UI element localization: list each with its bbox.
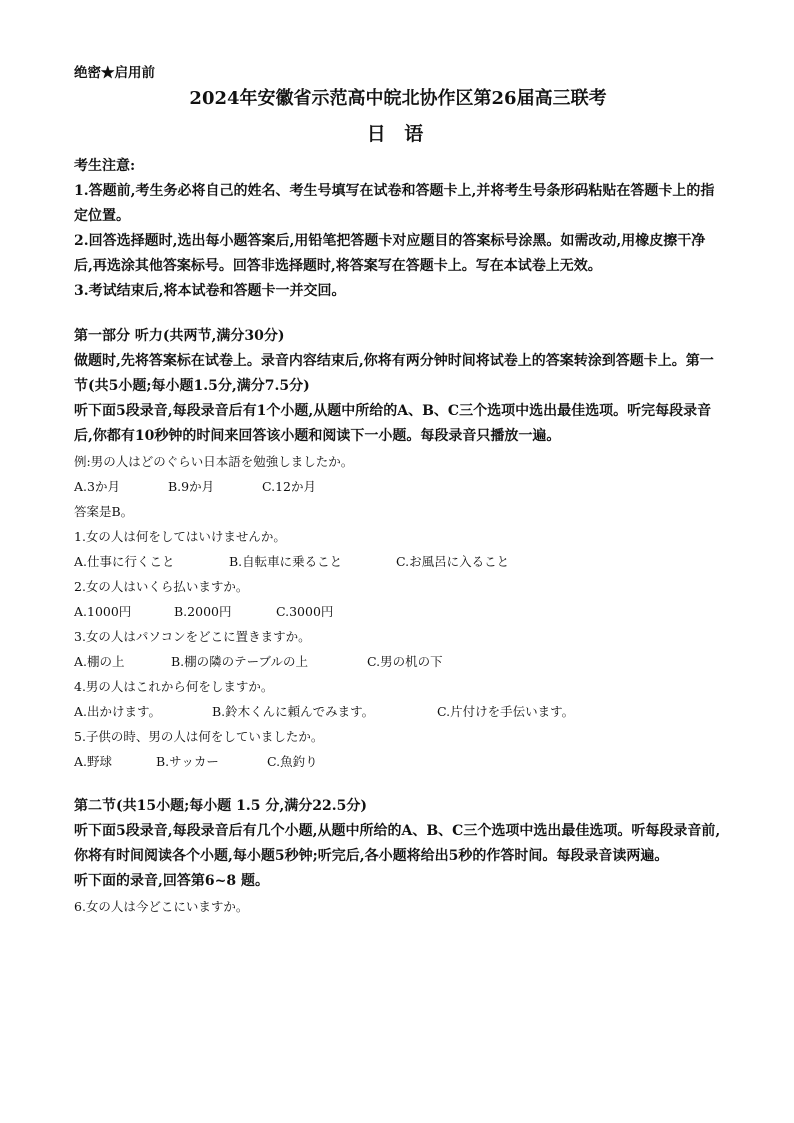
exam-page [74,62,722,919]
question-text: 6.女の人は今どこにいますか。 [74,899,249,914]
question-options [74,649,722,674]
option: B.2000円 [174,604,232,619]
subject-title: 日 语 [366,123,430,145]
part2-listen-instruction: 听下面的录音,回答第6~8 题。 [74,873,269,889]
confidential-mark: 绝密★启用前 [74,65,155,81]
section1-intro: 听下面5段录音,每段录音后有1个小题,从题中所给的A、B、C三个选项中选出最佳选项。听完每段录音后,你都有10秒钟的时间来回答该小题和阅读下一小题。每段录音只播放一遍。 [74,403,712,444]
option: A.野球 [74,754,113,769]
option: A.棚の上 [74,654,125,669]
option: B.鈴木くんに頼んでみます。 [212,704,375,719]
question-text: 2.女の人はいくら払いますか。 [74,579,249,594]
question-text: 1.女の人は何をしてはいけませんか。 [74,529,286,544]
notice-item: 2.回答选择题时,选出每小题答案后,用铅笔把答题卡对应题目的答案标号涂黑。如需改动,用橡皮擦干净后,再选涂其他答案标号。回答非选择题时,将答案写在答题卡上。写在本试卷上无效。 [74,233,706,274]
option: C.男の机の下 [367,654,443,669]
question-options [74,599,722,624]
part1-heading: 第一部分 听力(共两节,满分30分) [74,328,285,344]
option: A.3か月 [74,479,120,494]
part2-section [74,794,722,919]
part2-heading: 第二节(共15小题;每小题 1.5 分,满分22.5分) [74,798,367,814]
question-text: 5.子供の時、男の人は何をしていましたか。 [74,729,324,744]
example-options [74,474,722,499]
notice-section [74,154,722,304]
option: C.12か月 [262,479,316,494]
notice-heading: 考生注意: [74,158,136,174]
option: B.9か月 [168,479,215,494]
question-options [74,549,722,574]
question-text: 4.男の人はこれから何をしますか。 [74,679,274,694]
option: C.片付けを手伝います。 [437,704,575,719]
part1-instructions: 做题时,先将答案标在试卷上。录音内容结束后,你将有两分钟时间将试卷上的答案转涂到答题卡上。第一节(共5小题;每小题1.5分,满分7.5分) [74,353,714,394]
option: B.サッカー [156,754,219,769]
option: B.棚の隣のテーブルの上 [171,654,309,669]
option: A.仕事に行くこと [74,554,175,569]
example-question: 例:男の人はどのぐらい日本語を勉強しましたか。 [74,454,354,469]
option: C.3000円 [276,604,334,619]
option: A.1000円 [74,604,132,619]
question-options [74,749,722,774]
question-text: 3.女の人はパソコンをどこに置きますか。 [74,629,311,644]
example-answer: 答案是B。 [74,504,134,519]
part2-intro: 听下面5段录音,每段录音后有几个小题,从题中所给的A、B、C三个选项中选出最佳选项。听每段录音前,你将有时间阅读各个小题,每小题5秒钟;听完后,各小题将给出5秒的作答时间。每段录音读两遍。 [74,823,721,864]
question-options [74,699,722,724]
option: C.お風呂に入ること [396,554,510,569]
option: A.出かけます。 [74,704,162,719]
exam-title: 2024年安徽省示范高中皖北协作区第26届高三联考 [189,88,607,109]
part1-section [74,324,722,774]
notice-item: 1.答题前,考生务必将自己的姓名、考生号填写在试卷和答题卡上,并将考生号条形码粘贴在答题卡上的指定位置。 [74,183,715,224]
notice-item: 3.考试结束后,将本试卷和答题卡一并交回。 [74,283,346,299]
option: C.魚釣り [267,754,318,769]
option: B.自転車に乗ること [229,554,343,569]
